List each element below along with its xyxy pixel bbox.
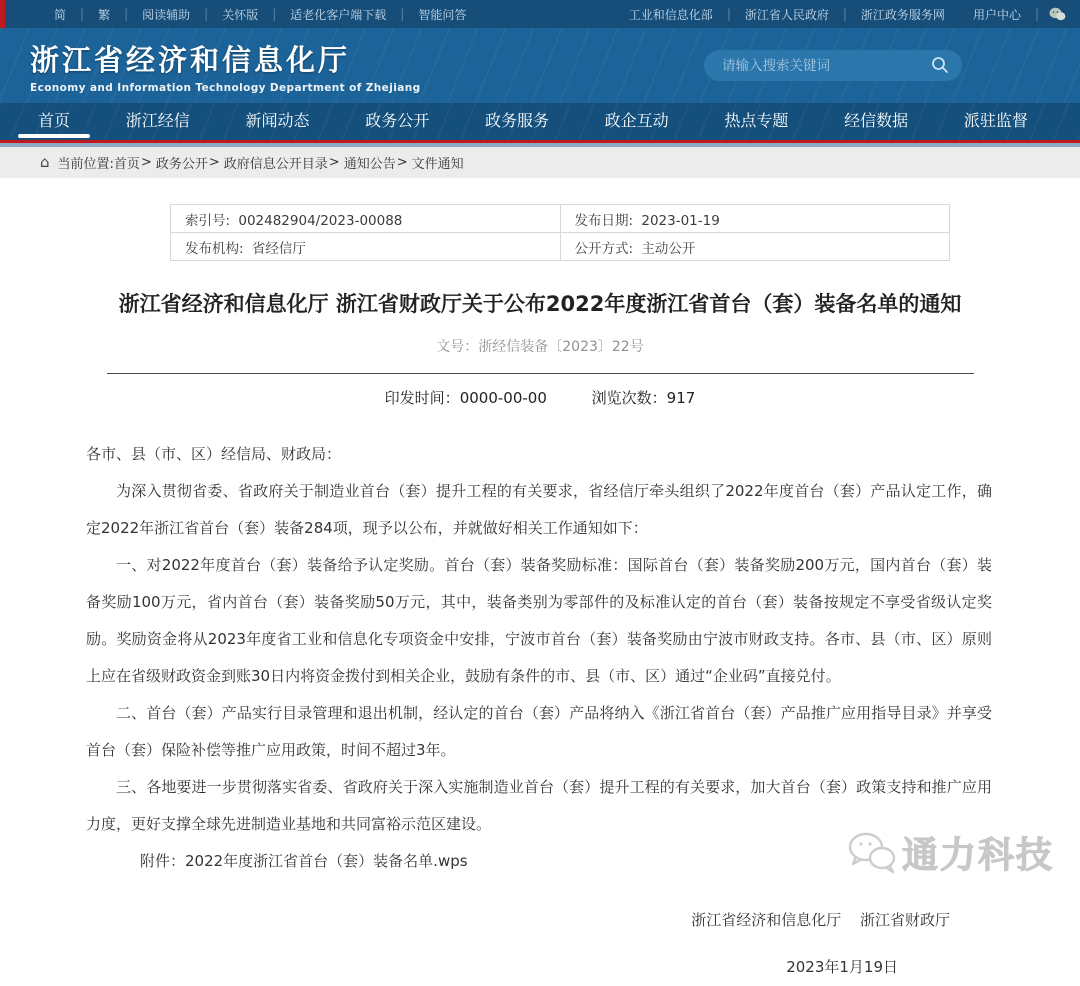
doc-date-label: 发布日期:	[574, 212, 634, 229]
nav-item-news[interactable]: 新闻动态	[245, 111, 310, 130]
breadcrumb-item-disclosure[interactable]: 政务公开	[155, 157, 208, 172]
separator: >	[328, 155, 340, 170]
view-count	[592, 389, 696, 407]
main-nav	[0, 103, 1080, 140]
topbar-link-traditional[interactable]: 繁	[98, 7, 111, 22]
nav-item-hot-topics[interactable]: 热点专题	[724, 111, 789, 130]
topbar-link-user-center[interactable]: 用户中心	[972, 7, 1021, 22]
home-icon: ⌂	[40, 153, 50, 171]
separator: >	[396, 155, 408, 170]
doc-method-label: 公开方式:	[574, 240, 634, 257]
doc-method-cell	[560, 233, 950, 261]
paragraph-intro: 为深入贯彻省委、省政府关于制造业首台（套）提升工程的有关要求，省经信厅牵头组织了2022年度首台（套）产品认定工作，确定2022年浙江省首台（套）装备284项，现予以公布，并就做好相关工作通知如下：	[86, 482, 992, 537]
signature-org-2: 浙江省财政厅	[859, 911, 950, 929]
watermark-text: 通力科技	[901, 835, 1054, 876]
separator: |	[124, 7, 129, 21]
doc-index-cell	[171, 205, 561, 233]
site-title-english: Economy and Information Technology Department of Zhejiang	[30, 81, 421, 94]
breadcrumb	[0, 147, 1080, 178]
topbar-left-links	[40, 6, 480, 23]
doc-agency-label: 发布机构:	[185, 240, 244, 257]
topbar	[0, 0, 1080, 28]
paragraph-two: 二、首台（套）产品实行目录管理和退出机制，经认定的首台（套）产品将纳入《浙江省首台（套）产品推广应用指导目录》并享受首台（套）保险补偿等推广应用政策，时间不超过3年。	[86, 704, 992, 759]
doc-index-value: 002482904/2023-00088	[238, 212, 403, 229]
table-row	[171, 205, 950, 233]
doc-agency-cell	[171, 233, 561, 261]
nav-item-home[interactable]: 首页	[30, 103, 78, 140]
search-box	[704, 50, 962, 81]
nav-item-gov-service[interactable]: 政务服务	[484, 111, 549, 130]
breadcrumb-item-notices[interactable]: 通知公告	[343, 157, 396, 172]
nav-item-data[interactable]: 经信数据	[844, 111, 909, 130]
signature-org-1: 浙江省经济和信息化厅	[691, 911, 842, 929]
title-divider	[107, 373, 974, 374]
nav-item-supervision[interactable]: 派驻监督	[963, 111, 1028, 130]
topbar-link-miit[interactable]: 工业和信息化部	[628, 7, 713, 22]
doc-index-label: 索引号:	[185, 212, 231, 229]
doc-method-value: 主动公开	[641, 240, 696, 257]
separator: >	[208, 155, 220, 170]
topbar-right-links	[615, 6, 1066, 23]
breadcrumb-item-file-notice[interactable]: 文件通知	[411, 157, 464, 172]
topbar-link-simplified[interactable]: 简	[54, 7, 67, 22]
table-row	[171, 233, 950, 261]
separator: |	[400, 7, 405, 21]
breadcrumb-item-catalog[interactable]: 政府信息公开目录	[223, 157, 328, 172]
article-content	[0, 204, 1080, 986]
attachment-link[interactable]: 附件：2022年度浙江省首台（套）装备名单.wps	[140, 852, 468, 870]
signature-orgs	[86, 902, 950, 939]
search-icon[interactable]	[930, 55, 950, 75]
paragraph-three: 三、各地要进一步贯彻落实省委、省政府关于深入实施制造业首台（套）提升工程的有关要求，加大首台（套）政策支持和推广应用力度，更好支撑全球先进制造业基地和共同富裕示范区建设。	[86, 778, 992, 833]
topbar-link-reading-aid[interactable]: 阅读辅助	[142, 7, 191, 22]
site-logo	[30, 38, 420, 94]
view-count-label: 浏览次数：	[591, 389, 667, 407]
topbar-link-care-version[interactable]: 关怀版	[222, 7, 259, 22]
red-accent-strip	[0, 0, 5, 28]
separator: |	[842, 7, 847, 21]
separator: |	[204, 7, 209, 21]
view-count-value: 917	[666, 389, 696, 407]
nav-item-gov-disclosure[interactable]: 政务公开	[365, 111, 430, 130]
breadcrumb-item-home[interactable]: 首页	[113, 157, 140, 172]
separator: |	[272, 7, 277, 21]
signature-block	[86, 902, 992, 986]
print-time-value: 0000-00-00	[459, 389, 547, 407]
article-meta	[0, 387, 1080, 408]
print-time	[385, 389, 552, 407]
breadcrumb-prefix: 当前位置:	[57, 157, 114, 172]
article-body	[0, 408, 1080, 986]
site-header-banner	[0, 28, 1080, 103]
nav-item-gov-enterprise[interactable]: 政企互动	[604, 111, 669, 130]
topbar-link-smart-qa[interactable]: 智能问答	[418, 7, 467, 22]
paragraph-one: 一、对2022年度首台（套）装备给予认定奖励。首台（套）装备奖励标准：国际首台（套）装备奖励200万元，国内首台（套）装备奖励100万元，省内首台（套）装备奖励50万元，其中，装备类别为零部件的及标准认定的首台（套）装备按规定不享受省级认定奖励。奖励资金将从2023年度省工业和信息化专项资金中安排，宁波市首台（套）装备奖励由宁波市财政支持。各市、县（市、区）原则上应在省级财政资金到账30日内将资金拨付到相关企业，鼓励有条件的市、县（市、区）通过“企业码”直接兑付。	[86, 556, 992, 685]
print-time-label: 印发时间：	[384, 389, 460, 407]
nav-item-zhejiang-jingxin[interactable]: 浙江经信	[125, 111, 190, 130]
separator: |	[1034, 7, 1039, 21]
doc-date-value: 2023-01-19	[641, 212, 720, 229]
doc-number: 文号：浙经信装备〔2023〕22号	[436, 339, 644, 355]
page-title: 浙江省经济和信息化厅 浙江省财政厅关于公布2022年度浙江省首台（套）装备名单的通知	[118, 292, 962, 316]
doc-date-cell	[560, 205, 950, 233]
topbar-link-elderly-client[interactable]: 适老化客户端下载	[290, 7, 387, 22]
topbar-link-zj-service[interactable]: 浙江政务服务网	[860, 7, 945, 22]
signature-date: 2023年1月19日	[786, 958, 898, 976]
separator: >	[140, 155, 152, 170]
doc-info-table	[170, 204, 950, 261]
doc-agency-value: 省经信厅	[251, 240, 306, 257]
salutation: 各市、县（市、区）经信局、财政局：	[86, 445, 342, 463]
separator: |	[80, 7, 85, 21]
site-title: 浙江省经济和信息化厅	[30, 42, 351, 77]
wechat-icon[interactable]	[1049, 7, 1066, 22]
topbar-link-zj-gov[interactable]: 浙江省人民政府	[744, 7, 829, 22]
search-input[interactable]	[704, 50, 962, 81]
separator: |	[726, 7, 731, 21]
